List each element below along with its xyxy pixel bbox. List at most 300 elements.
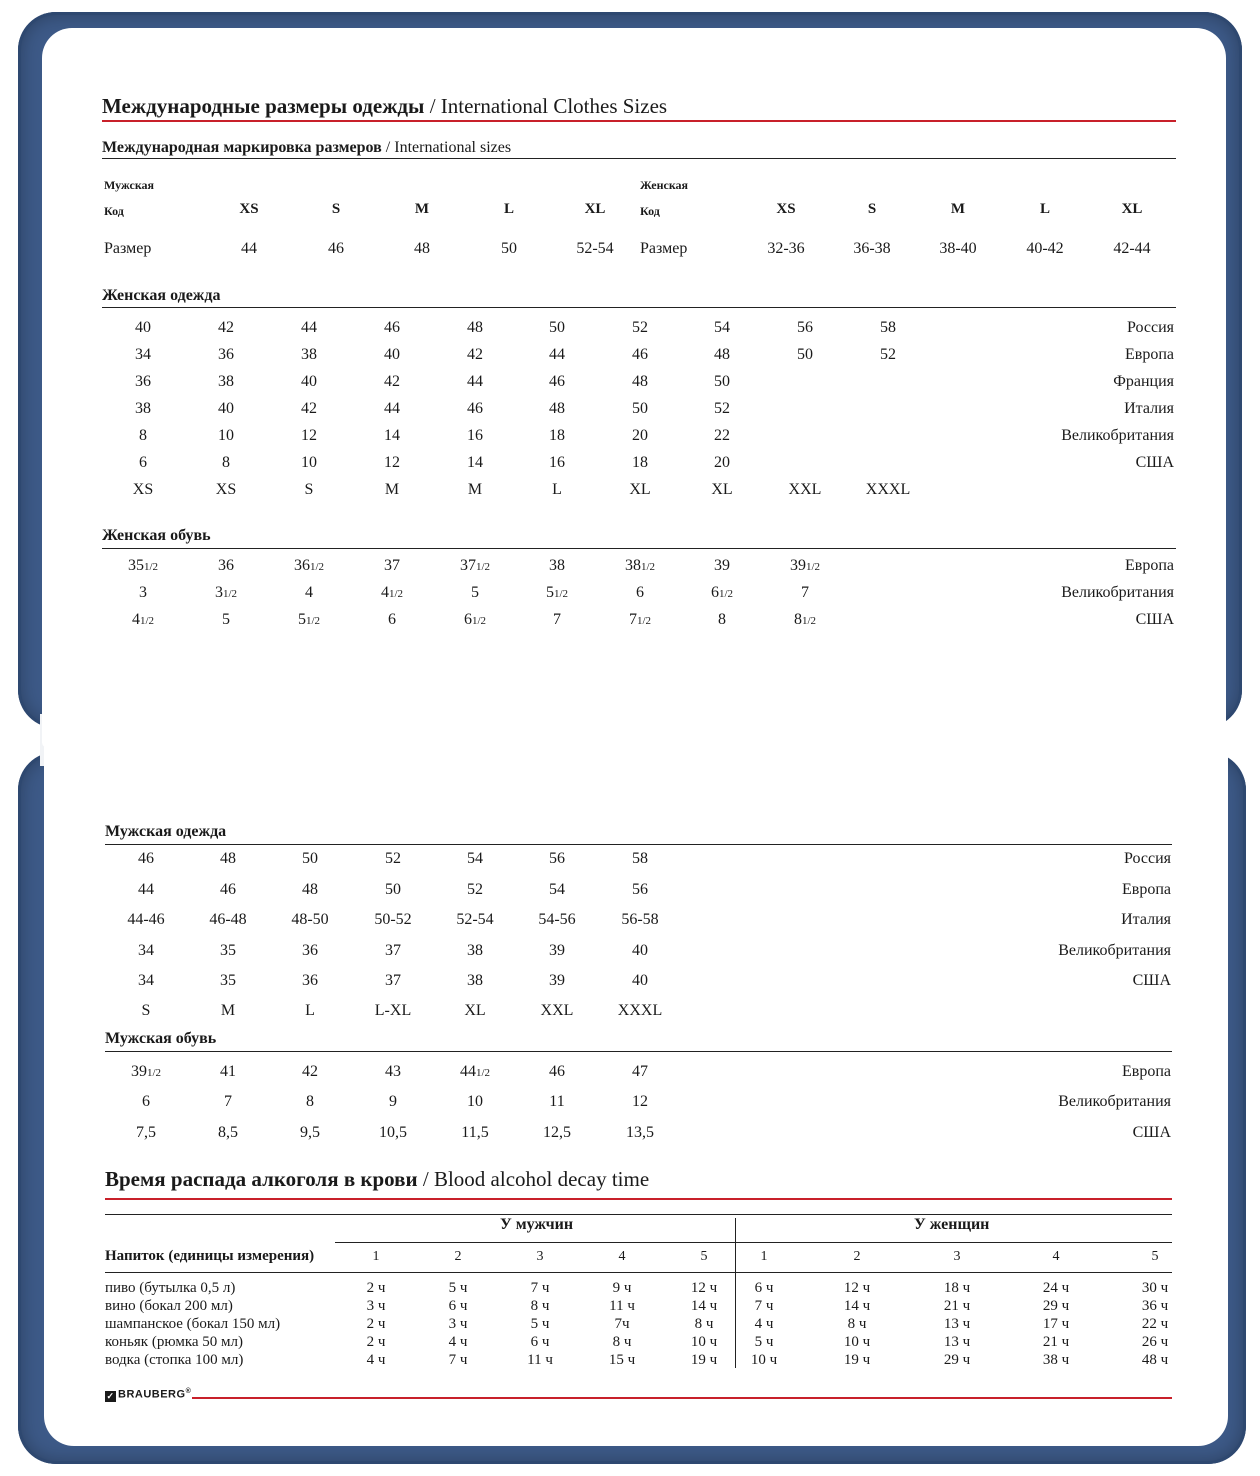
women-clothes-cell: 44 [384, 400, 400, 417]
men-intl-code: XL [584, 201, 606, 217]
women-clothes-cell: L [552, 481, 562, 498]
men-shoes-cell-value: 6 [142, 1093, 150, 1110]
women-shoes-cell [770, 611, 840, 629]
women-shoes-cell [357, 611, 427, 629]
men-clothes-cell: 48-50 [291, 911, 329, 928]
women-shoes-cell-fraction: 1/2 [143, 561, 159, 573]
men-clothes-cell: M [220, 1002, 236, 1019]
women-time-cell: 19 ч [843, 1352, 871, 1368]
women-clothes-title: Женская одежда [102, 287, 221, 304]
men-shoes-cell [111, 1063, 181, 1081]
women-clothes-cell: 18 [549, 427, 565, 444]
women-clothes-cell: 38 [301, 346, 317, 363]
men-shoes-cell [275, 1124, 345, 1142]
alcohol-title: Время распада алкоголя в крови / Blood alcohol decay time [105, 1167, 650, 1191]
men-time-cell: 3 ч [448, 1316, 468, 1332]
men-shoes-cell-value: 12,5 [543, 1124, 571, 1141]
women-time-cell: 29 ч [943, 1352, 971, 1368]
women-shoes-cell-value: 4 [131, 611, 140, 628]
women-shoes-cell [687, 557, 757, 575]
men-clothes-cell: 35 [220, 942, 236, 959]
men-clothes-cell: L-XL [374, 1002, 412, 1019]
women-clothes-cell: 8 [139, 427, 147, 444]
women-intl-size: 32-36 [767, 240, 805, 257]
women-shoes-cell [687, 611, 757, 629]
women-clothes-cell: 16 [549, 454, 565, 471]
men-clothes-cell: 48 [302, 881, 318, 898]
men-time-cell: 4 ч [448, 1334, 468, 1350]
men-shoes-divider [105, 1051, 1172, 1052]
men-intl-code: M [414, 201, 430, 217]
men-time-cell: 7 ч [448, 1352, 468, 1368]
men-shoes-cell [358, 1124, 428, 1142]
women-clothes-cell: 8 [222, 454, 230, 471]
men-shoes-cell [111, 1093, 181, 1111]
men-clothes-cell: 44-46 [127, 911, 165, 928]
men-time-cell: 12 ч [690, 1280, 718, 1296]
women-time-cell: 10 ч [843, 1334, 871, 1350]
men-clothes-country-label: США [1132, 972, 1171, 989]
men-clothes-cell: 58 [632, 850, 648, 867]
men-intl-size: 46 [328, 240, 344, 257]
men-clothes-cell: XXL [540, 1002, 574, 1019]
men-shoes-cell [440, 1124, 510, 1142]
women-clothes-cell: 20 [714, 454, 730, 471]
men-clothes-country-label: Великобритания [1058, 942, 1171, 959]
women-shoes-cell-fraction: 1/2 [309, 561, 325, 573]
women-time-cell: 29 ч [1042, 1298, 1070, 1314]
women-intl-size: 42-44 [1113, 240, 1151, 257]
women-time-cell: 13 ч [943, 1334, 971, 1350]
men-shoes-cell-value: 7,5 [136, 1124, 156, 1141]
men-intl-size: 48 [414, 240, 430, 257]
men-shoes-cell [440, 1063, 510, 1081]
women-time-cell: 30 ч [1141, 1280, 1169, 1296]
men-clothes-cell: 38 [467, 972, 483, 989]
women-clothes-cell: 14 [384, 427, 400, 444]
women-clothes-country-label: Европа [1125, 346, 1174, 363]
drink-name: вино (бокал 200 мл) [105, 1298, 233, 1314]
men-shoes-cell-value: 44 [459, 1063, 476, 1080]
women-shoes-divider [102, 548, 1176, 549]
women-shoes-country-label: Великобритания [1061, 584, 1174, 601]
women-time-cell: 13 ч [943, 1316, 971, 1332]
men-time-cell: 19 ч [690, 1352, 718, 1368]
women-clothes-cell: 40 [384, 346, 400, 363]
men-column-header: 5 [700, 1249, 708, 1264]
women-clothes-cell: 12 [384, 454, 400, 471]
men-clothes-cell: 48 [220, 850, 236, 867]
women-clothes-cell: 50 [714, 373, 730, 390]
men-shoes-cell [358, 1063, 428, 1081]
women-shoes-cell [108, 611, 178, 629]
women-clothes-cell: 14 [467, 454, 483, 471]
men-clothes-cell: 40 [632, 972, 648, 989]
men-time-cell: 5 ч [448, 1280, 468, 1296]
women-shoes-cell-fraction: 1/2 [718, 588, 734, 600]
men-shoes-cell [605, 1124, 675, 1142]
intl-title-ru: Международная маркировка размеров [102, 139, 382, 156]
men-shoes-cell-value: 42 [302, 1063, 318, 1080]
women-shoes-cell [108, 557, 178, 575]
women-shoes-title: Женская обувь [102, 527, 211, 544]
women-time-cell: 21 ч [943, 1298, 971, 1314]
women-intl-code-label: Код [640, 204, 660, 218]
women-shoes-cell [440, 584, 510, 602]
women-time-cell: 8 ч [847, 1316, 867, 1332]
women-shoes-cell-value: 6 [710, 584, 719, 601]
men-shoes-cell [522, 1063, 592, 1081]
women-shoes-cell-fraction: 1/2 [139, 615, 155, 627]
women-clothes-cell: 42 [384, 373, 400, 390]
women-shoes-cell-fraction: 1/2 [801, 615, 817, 627]
women-clothes-cell: 46 [467, 400, 483, 417]
women-label: У женщин [914, 1216, 990, 1233]
women-shoes-cell-value: 7 [553, 611, 561, 628]
brand-logo [105, 1388, 191, 1402]
women-shoes-cell-value: 36 [293, 557, 310, 574]
men-time-cell: 9 ч [612, 1280, 632, 1296]
women-shoes-cell-fraction: 1/2 [640, 561, 656, 573]
women-shoes-cell-value: 3 [139, 584, 147, 601]
women-clothes-cell: 48 [714, 346, 730, 363]
women-clothes-cell: 18 [632, 454, 648, 471]
drink-name: водка (стопка 100 мл) [105, 1352, 244, 1368]
women-clothes-cell: XS [215, 481, 237, 498]
men-time-cell: 2 ч [366, 1316, 386, 1332]
men-shoes-cell-value: 8,5 [218, 1124, 238, 1141]
men-intl-size: 50 [501, 240, 517, 257]
men-shoes-country-label: Великобритания [1058, 1093, 1171, 1110]
men-shoes-cell [605, 1063, 675, 1081]
men-intl-size: 44 [241, 240, 257, 257]
men-clothes-cell: 37 [385, 972, 401, 989]
women-time-cell: 26 ч [1141, 1334, 1169, 1350]
men-time-cell: 7 ч [530, 1280, 550, 1296]
men-clothes-cell: 56-58 [621, 911, 659, 928]
men-time-cell: 15 ч [608, 1352, 636, 1368]
women-shoes-cell-value: 38 [624, 557, 641, 574]
men-clothes-cell: 46 [138, 850, 154, 867]
women-shoes-cell-value: 36 [218, 557, 234, 574]
women-clothes-cell: 40 [135, 319, 151, 336]
men-shoes-cell-value: 7 [224, 1093, 232, 1110]
women-shoes-cell-value: 8 [718, 611, 726, 628]
men-column-header: 3 [536, 1249, 544, 1264]
women-shoes-cell-value: 5 [471, 584, 479, 601]
men-clothes-cell: 35 [220, 972, 236, 989]
men-time-cell: 3 ч [366, 1298, 386, 1314]
women-clothes-cell: 50 [549, 319, 565, 336]
men-clothes-cell: 36 [302, 972, 318, 989]
women-clothes-cell: 50 [632, 400, 648, 417]
women-shoes-cell-value: 35 [127, 557, 144, 574]
women-clothes-cell: 40 [301, 373, 317, 390]
title-en: International Clothes Sizes [440, 94, 668, 118]
women-intl-code: M [950, 201, 966, 217]
women-shoes-cell [522, 584, 592, 602]
women-time-cell: 10 ч [750, 1352, 778, 1368]
men-shoes-cell [193, 1063, 263, 1081]
men-shoes-cell-value: 10,5 [379, 1124, 407, 1141]
women-shoes-cell-value: 5 [545, 584, 554, 601]
women-time-cell: 6 ч [754, 1280, 774, 1296]
men-shoes-cell-value: 47 [632, 1063, 648, 1080]
men-time-cell: 11 ч [609, 1298, 635, 1314]
men-clothes-cell: 52-54 [456, 911, 494, 928]
men-column-header: 1 [372, 1249, 380, 1264]
women-clothes-cell: 6 [139, 454, 147, 471]
women-shoes-cell-value: 3 [214, 584, 223, 601]
women-clothes-cell: XXXL [865, 481, 911, 498]
women-clothes-cell: 36 [135, 373, 151, 390]
drink-name: коньяк (рюмка 50 мл) [105, 1334, 244, 1350]
women-shoes-cell [605, 611, 675, 629]
women-shoes-cell-fraction: 1/2 [636, 615, 652, 627]
men-clothes-cell: 54-56 [538, 911, 576, 928]
women-shoes-cell-fraction: 1/2 [388, 588, 404, 600]
women-shoes-cell [274, 611, 344, 629]
men-clothes-cell: 46-48 [209, 911, 247, 928]
men-time-cell: 8 ч [694, 1316, 714, 1332]
men-time-cell: 2 ч [366, 1334, 386, 1350]
men-clothes-cell: 44 [138, 881, 154, 898]
men-clothes-cell: 39 [549, 972, 565, 989]
men-shoes-cell-value: 9,5 [300, 1124, 320, 1141]
women-clothes-divider [102, 307, 1176, 308]
brand-check-icon: ✓ [106, 1390, 115, 1401]
women-shoes-cell-fraction: 1/2 [805, 561, 821, 573]
women-shoes-cell [274, 584, 344, 602]
men-shoes-cell [522, 1124, 592, 1142]
brand-reg: ® [185, 1388, 192, 1395]
women-shoes-cell [522, 557, 592, 575]
women-shoes-cell-value: 39 [789, 557, 806, 574]
men-time-cell: 8 ч [612, 1334, 632, 1350]
drink-name: шампанское (бокал 150 мл) [105, 1316, 281, 1332]
men-clothes-cell: XL [464, 1002, 486, 1019]
men-clothes-cell: 34 [138, 972, 154, 989]
men-clothes-divider [105, 844, 1172, 845]
women-intl-heading: Женская [640, 178, 689, 192]
women-shoes-cell [605, 584, 675, 602]
title-ru: Международные размеры одежды [102, 94, 425, 118]
women-shoes-cell-value: 6 [636, 584, 644, 601]
men-shoes-country-label: США [1132, 1124, 1171, 1141]
women-shoes-cell-value: 4 [305, 584, 313, 601]
women-intl-size: 38-40 [939, 240, 977, 257]
women-clothes-cell: 42 [218, 319, 234, 336]
women-clothes-cell: XXL [788, 481, 822, 498]
women-clothes-cell: 52 [632, 319, 648, 336]
women-shoes-cell-value: 37 [384, 557, 400, 574]
women-shoes-cell-value: 37 [459, 557, 476, 574]
women-time-cell: 18 ч [943, 1280, 971, 1296]
women-intl-code: XL [1121, 201, 1143, 217]
women-time-cell: 22 ч [1141, 1316, 1169, 1332]
men-shoes-cell-value: 11,5 [461, 1124, 489, 1141]
men-shoes-cell-value: 13,5 [626, 1124, 654, 1141]
women-clothes-cell: 48 [467, 319, 483, 336]
alcohol-title-en: Blood alcohol decay time [433, 1167, 650, 1191]
men-clothes-cell: 40 [632, 942, 648, 959]
women-time-cell: 38 ч [1042, 1352, 1070, 1368]
men-shoes-cell-value: 10 [467, 1093, 483, 1110]
women-clothes-cell: 48 [632, 373, 648, 390]
women-shoes-cell-fraction: 1/2 [471, 615, 487, 627]
alcohol-title-underline [105, 1198, 1172, 1200]
men-shoes-cell [275, 1093, 345, 1111]
men-clothes-country-label: Европа [1122, 881, 1171, 898]
men-clothes-cell: 46 [220, 881, 236, 898]
drink-header: Напиток (единицы измерения) [105, 1248, 315, 1264]
women-clothes-cell: S [304, 481, 314, 498]
women-clothes-cell: 58 [880, 319, 896, 336]
women-column-header: 4 [1052, 1249, 1060, 1264]
men-clothes-cell: 50 [302, 850, 318, 867]
women-clothes-cell: 34 [135, 346, 151, 363]
women-clothes-cell: 42 [467, 346, 483, 363]
women-column-header: 3 [953, 1249, 961, 1264]
men-shoes-cell-value: 39 [130, 1063, 147, 1080]
men-column-header: 2 [454, 1249, 462, 1264]
men-time-cell: 10 ч [690, 1334, 718, 1350]
women-shoes-cell-fraction: 1/2 [305, 615, 321, 627]
alcohol-header-rule [105, 1272, 1172, 1273]
men-shoes-cell [358, 1093, 428, 1111]
women-shoes-cell-value: 4 [380, 584, 389, 601]
alcohol-group-rule [335, 1242, 1172, 1243]
women-clothes-cell: 46 [384, 319, 400, 336]
women-shoes-cell [605, 557, 675, 575]
women-clothes-cell: 38 [218, 373, 234, 390]
men-clothes-cell: XXXL [617, 1002, 663, 1019]
men-clothes-cell: 52 [385, 850, 401, 867]
women-clothes-cell: 56 [797, 319, 813, 336]
women-clothes-cell: 22 [714, 427, 730, 444]
women-intl-code: XS [776, 201, 796, 217]
men-shoes-cell [193, 1124, 263, 1142]
men-shoes-country-label: Европа [1122, 1063, 1171, 1080]
women-intl-size: 40-42 [1026, 240, 1064, 257]
men-clothes-cell: 39 [549, 942, 565, 959]
women-shoes-cell [357, 557, 427, 575]
men-clothes-cell: 54 [467, 850, 483, 867]
women-clothes-cell: 52 [880, 346, 896, 363]
women-intl-code: L [1039, 201, 1050, 217]
men-shoes-cell [111, 1124, 181, 1142]
women-time-cell: 36 ч [1141, 1298, 1169, 1314]
men-clothes-cell: S [141, 1002, 151, 1019]
women-clothes-country-label: Франция [1113, 373, 1174, 390]
men-label: У мужчин [500, 1216, 574, 1233]
women-time-cell: 17 ч [1042, 1316, 1070, 1332]
women-time-cell: 24 ч [1042, 1280, 1070, 1296]
women-clothes-country-label: Италия [1124, 400, 1174, 417]
women-clothes-cell: 50 [797, 346, 813, 363]
men-shoes-cell [605, 1093, 675, 1111]
brand-name: BRAUBERG [118, 1388, 186, 1401]
women-clothes-cell: 54 [714, 319, 730, 336]
intl-title-en: International sizes [394, 139, 512, 156]
women-clothes-cell: 10 [301, 454, 317, 471]
intl-section-title: Международная маркировка размеров / International sizes [102, 139, 512, 156]
women-intl-code: S [867, 201, 877, 217]
women-clothes-cell: M [467, 481, 483, 498]
women-clothes-cell: 44 [467, 373, 483, 390]
women-clothes-cell: 10 [218, 427, 234, 444]
women-shoes-cell-value: 8 [793, 611, 802, 628]
men-time-cell: 14 ч [690, 1298, 718, 1314]
women-time-cell: 7 ч [754, 1298, 774, 1314]
men-time-cell: 5 ч [530, 1316, 550, 1332]
women-clothes-country-label: Великобритания [1061, 427, 1174, 444]
women-column-header: 2 [853, 1249, 861, 1264]
men-column-header: 4 [618, 1249, 626, 1264]
men-shoes-cell-value: 46 [549, 1063, 565, 1080]
women-clothes-cell: 16 [467, 427, 483, 444]
men-shoes-cell [440, 1093, 510, 1111]
men-clothes-cell: L [305, 1002, 315, 1019]
women-time-cell: 5 ч [754, 1334, 774, 1350]
men-intl-size-label: Размер [104, 240, 152, 257]
women-column-header: 1 [760, 1249, 768, 1264]
women-shoes-cell-value: 5 [297, 611, 306, 628]
men-clothes-cell: 50-52 [374, 911, 412, 928]
men-clothes-cell: 34 [138, 942, 154, 959]
women-shoes-cell-value: 7 [801, 584, 809, 601]
men-time-cell: 6 ч [448, 1298, 468, 1314]
women-shoes-cell-value: 39 [714, 557, 730, 574]
women-clothes-cell: 40 [218, 400, 234, 417]
alcohol-top-rule [105, 1214, 1172, 1215]
women-shoes-cell [440, 611, 510, 629]
men-shoes-cell-value: 41 [220, 1063, 236, 1080]
women-clothes-cell: 48 [549, 400, 565, 417]
women-column-header: 5 [1151, 1249, 1159, 1264]
women-clothes-cell: 38 [135, 400, 151, 417]
women-intl-size-label: Размер [640, 240, 688, 257]
women-shoes-cell [770, 557, 840, 575]
women-clothes-cell: 46 [549, 373, 565, 390]
women-shoes-cell [191, 584, 261, 602]
men-shoes-cell-fraction: 1/2 [475, 1067, 491, 1079]
footer-rule [192, 1397, 1172, 1399]
page-title: Международные размеры одежды / International Clothes Sizes [102, 94, 668, 118]
women-shoes-cell [191, 557, 261, 575]
women-clothes-country-label: Россия [1126, 319, 1174, 336]
men-clothes-cell: 54 [549, 881, 565, 898]
women-clothes-cell: M [384, 481, 400, 498]
women-shoes-country-label: Европа [1125, 557, 1174, 574]
men-time-cell: 11 ч [527, 1352, 553, 1368]
women-time-cell: 14 ч [843, 1298, 871, 1314]
men-time-cell: 2 ч [366, 1280, 386, 1296]
women-time-cell: 21 ч [1042, 1334, 1070, 1350]
men-clothes-cell: 56 [632, 881, 648, 898]
women-shoes-cell [191, 611, 261, 629]
men-clothes-country-label: Италия [1121, 911, 1171, 928]
women-clothes-cell: XS [132, 481, 154, 498]
men-clothes-country-label: Россия [1123, 850, 1171, 867]
women-shoes-cell [440, 557, 510, 575]
men-shoes-title: Мужская обувь [105, 1030, 217, 1047]
men-clothes-cell: 52 [467, 881, 483, 898]
men-intl-code-label: Код [104, 204, 124, 218]
men-intl-heading: Мужская [104, 178, 155, 192]
men-time-cell: 4 ч [366, 1352, 386, 1368]
women-clothes-cell: 52 [714, 400, 730, 417]
